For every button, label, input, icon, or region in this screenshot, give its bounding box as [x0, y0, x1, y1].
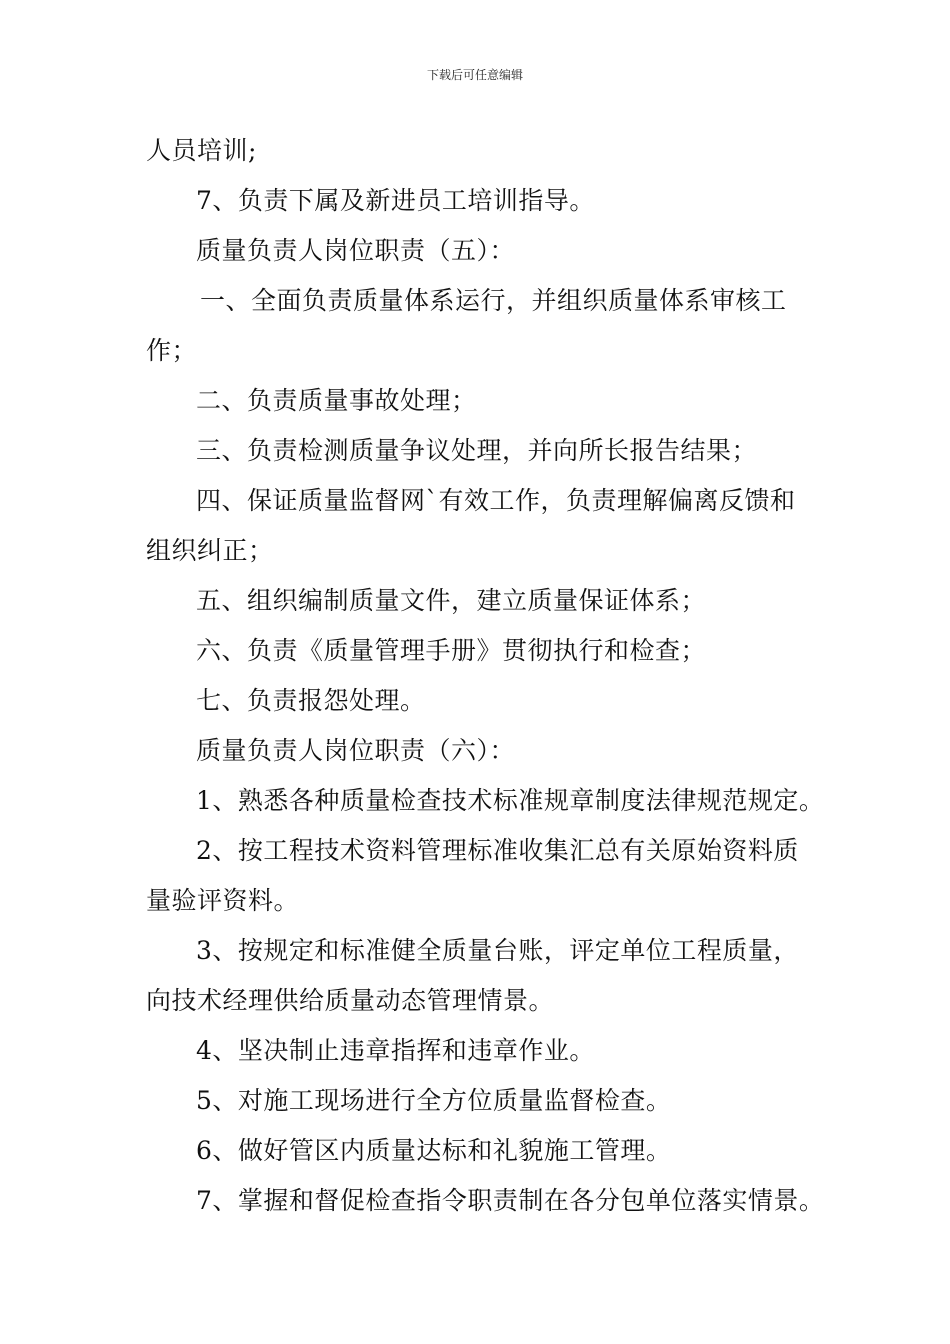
text-line: 作；: [146, 336, 198, 365]
text-line: 六、负责《质量管理手册》贯彻执行和检查；: [196, 636, 707, 665]
text-line: 4、坚决制止违章指挥和违章作业。: [196, 1036, 595, 1065]
text-line: 四、保证质量监督网`有效工作，负责理解偏离反馈和: [196, 486, 796, 515]
text-line: 量验评资料。: [146, 886, 300, 915]
text-line: 一、全面负责质量体系运行，并组织质量体系审核工: [200, 286, 787, 315]
text-line: 人员培训;: [146, 136, 257, 165]
text-line: 3、按规定和标准健全质量台账，评定单位工程质量，: [196, 936, 799, 965]
text-line: 向技术经理供给质量动态管理情景。: [146, 986, 555, 1015]
text-line: 质量负责人岗位职责（六）：: [196, 736, 516, 765]
text-line: 6、做好管区内质量达标和礼貌施工管理。: [196, 1136, 672, 1165]
text-line: 质量负责人岗位职责（五）：: [196, 236, 516, 265]
text-line: 5、对施工现场进行全方位质量监督检查。: [196, 1086, 672, 1115]
text-line: 二、负责质量事故处理；: [196, 386, 477, 415]
text-line: 1、熟悉各种质量检查技术标准规章制度法律规范规定。: [196, 786, 825, 815]
text-line: 组织纠正；: [146, 536, 274, 565]
text-line: 2、按工程技术资料管理标准收集汇总有关原始资料质: [196, 836, 799, 865]
text-line: 7、掌握和督促检查指令职责制在各分包单位落实情景。: [196, 1186, 825, 1215]
text-line: 三、负责检测质量争议处理，并向所长报告结果；: [196, 436, 758, 465]
page-header: 下载后可任意编辑: [426, 68, 523, 82]
text-line: 七、负责报怨处理。: [196, 686, 426, 715]
text-line: 7、负责下属及新进员工培训指导。: [196, 186, 595, 215]
text-line: 五、组织编制质量文件，建立质量保证体系；: [196, 586, 707, 615]
